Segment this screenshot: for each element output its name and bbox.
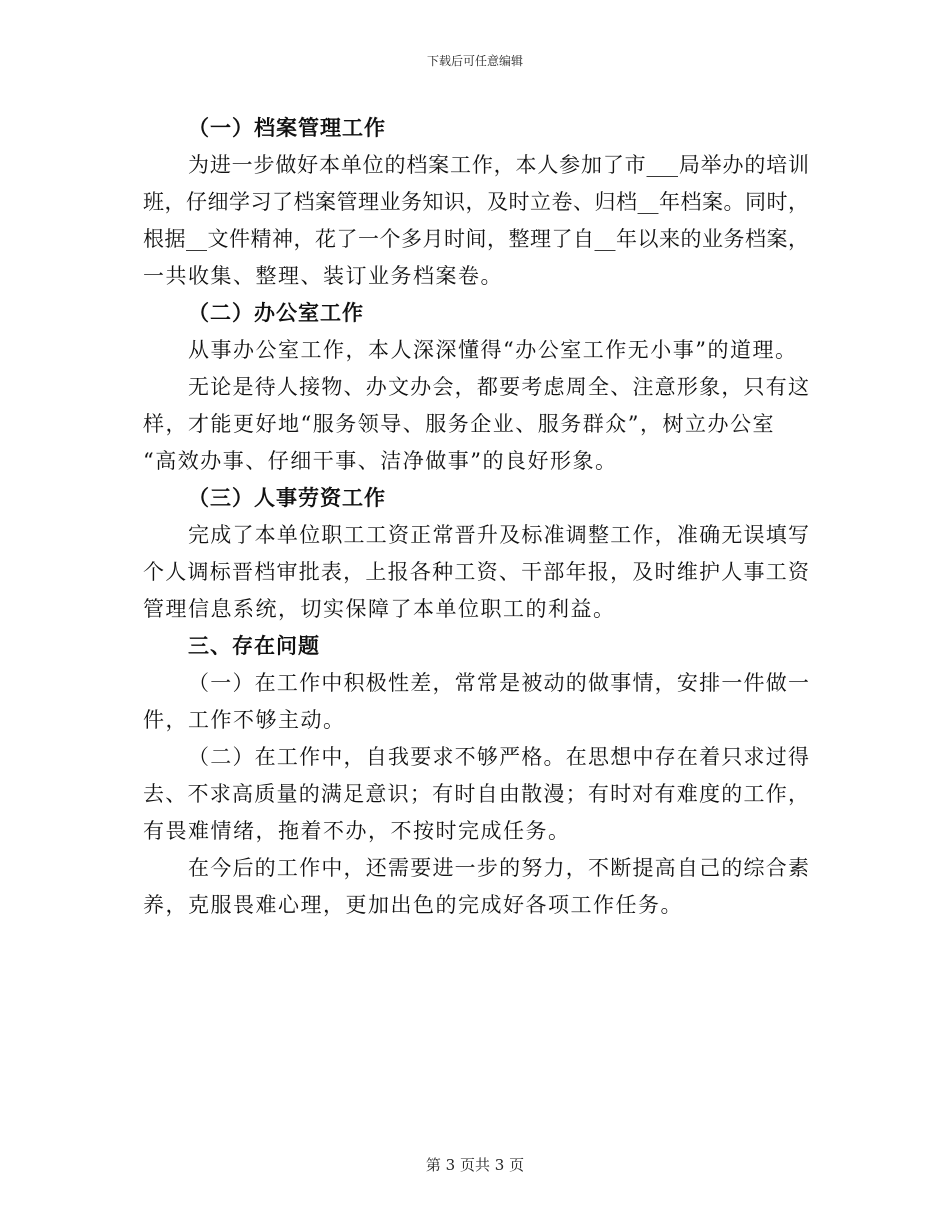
paragraph-line: 件，工作不够主动。: [143, 708, 346, 732]
paragraph-line: 样，才能更好地“服务领导、服务企业、服务群众”，树立办公室: [143, 412, 775, 436]
paragraph-line: 一共收集、整理、装订业务档案卷。: [143, 264, 503, 288]
paragraph-line: 养，克服畏难心理，更加出色的完成好各项工作任务。: [143, 893, 683, 917]
paragraph-line: 从事办公室工作，本人深深懂得“办公室工作无小事”的道理。: [188, 338, 798, 362]
section-heading-personnel: （三）人事劳资工作: [188, 486, 386, 510]
paragraph-line: “高效办事、仔细干事、洁净做事”的良好形象。: [143, 449, 618, 473]
paragraph-line: 在今后的工作中，还需要进一步的努力，不断提高自己的综合素: [188, 856, 809, 880]
paragraph-line: （一）在工作中积极性差，常常是被动的做事情，安排一件做一: [188, 671, 809, 695]
paragraph-line: 无论是待人接物、办文办会，都要考虑周全、注意形象，只有这: [188, 375, 809, 399]
paragraph-line: 根据__文件精神，花了一个多月时间，整理了自__年以来的业务档案，: [143, 227, 809, 251]
paragraph-line: （二）在工作中，自我要求不够严格。在思想中存在着只求过得: [188, 745, 809, 769]
paragraph-line: 班，仔细学习了档案管理业务知识，及时立卷、归档__年档案。同时，: [143, 190, 809, 214]
document-body: [143, 110, 809, 924]
paragraph-line: 为进一步做好本单位的档案工作，本人参加了市___局举办的培训: [188, 153, 809, 177]
page-header: 下载后可任意编辑: [426, 54, 523, 68]
paragraph-line: 个人调标晋档审批表，上报各种工资、干部年报，及时维护人事工资: [143, 560, 809, 584]
page-footer: 第 3 页共 3 页: [425, 1156, 525, 1174]
paragraph-line: 管理信息系统，切实保障了本单位职工的利益。: [143, 597, 616, 621]
paragraph-line: 完成了本单位职工工资正常晋升及标准调整工作，准确无误填写: [188, 523, 809, 547]
section-heading-problems: 三、存在问题: [188, 634, 320, 658]
paragraph-line: 去、不求高质量的满足意识；有时自由散漫；有时对有难度的工作，: [143, 782, 809, 806]
section-heading-office: （二）办公室工作: [188, 301, 364, 325]
paragraph-line: 有畏难情绪，拖着不办，不按时完成任务。: [143, 819, 571, 843]
section-heading-archive: （一）档案管理工作: [188, 116, 386, 140]
